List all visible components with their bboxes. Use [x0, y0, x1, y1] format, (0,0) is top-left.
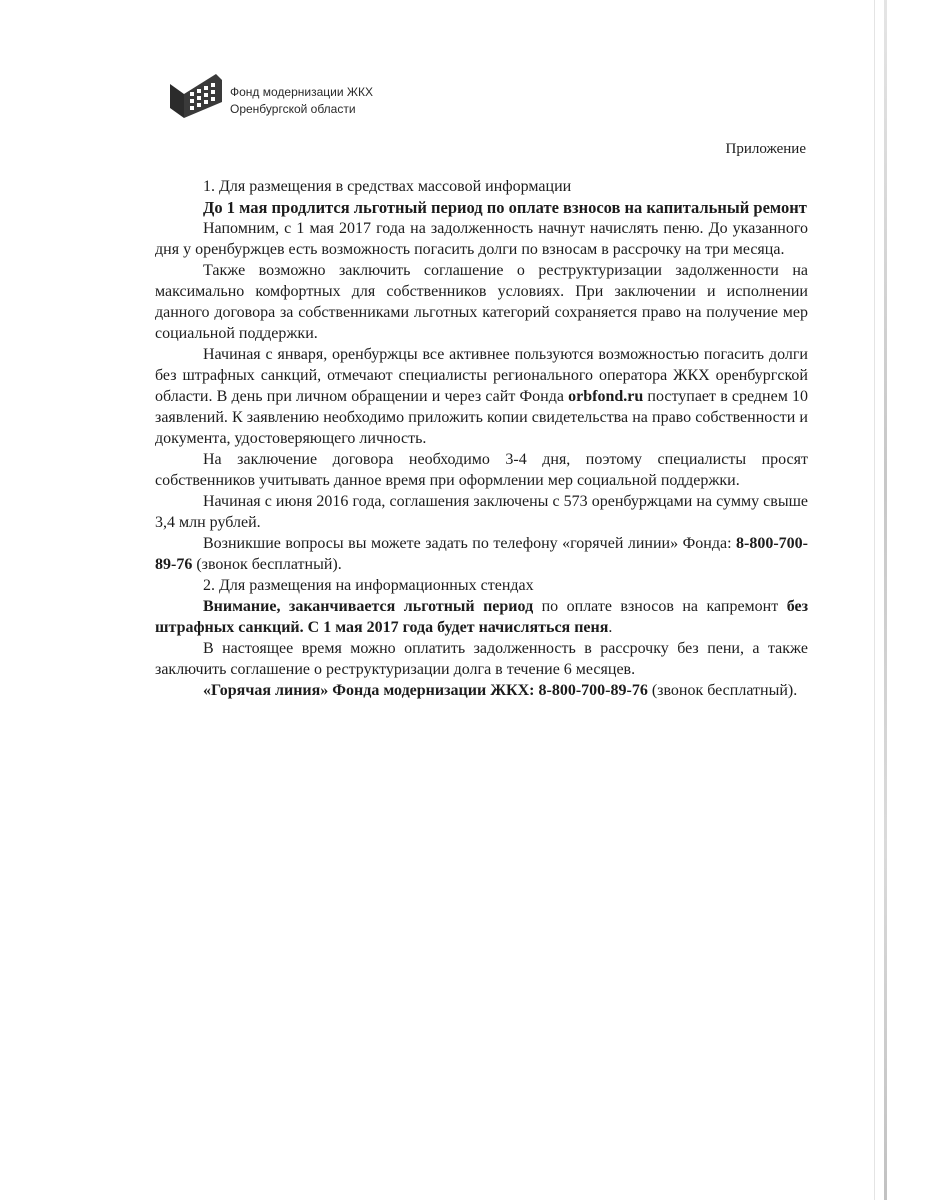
- s2p1-end: .: [608, 619, 613, 636]
- p6-text-after: (звонок бесплатный).: [192, 556, 342, 573]
- s2p1-bold-1: Внимание, заканчивается льготный период: [203, 598, 534, 615]
- scan-edge-line: [874, 0, 875, 1200]
- section1-paragraph-6: [155, 533, 808, 575]
- section1-paragraph-5: Начиная с июня 2016 года, соглашения заключены с 573 оренбуржцами на сумму свыше 3,4 млн рублей.: [155, 493, 808, 531]
- hotline-phone: 8-800-700-89-76: [155, 535, 808, 573]
- logo-title-line1: Фонд модернизации ЖКХ: [230, 85, 373, 99]
- fund-building-check-icon: [168, 72, 224, 124]
- p3-text-before: Начиная с января, оренбуржцы все активнее пользуются возможностью погасить долги без штрафных санкций, отмечают специалисты регионального оператора ЖКХ оренбургской области. В день при личном обращении и через сайт Фонда: [155, 346, 808, 405]
- website-link: orbfond.ru: [568, 388, 644, 405]
- section1-title: 1. Для размещения в средствах массовой информации: [203, 178, 572, 195]
- section1-paragraph-2: Также возможно заключить соглашение о реструктуризации задолженности на максимально комфортных для собственников условиях. При заключении и исполнении данного договора за собственниками льготных категорий сохраняется право на получение мер социальной поддержки.: [155, 262, 808, 342]
- section1-paragraph-3: [155, 344, 808, 449]
- fund-logo: [168, 72, 408, 124]
- p3-text-after: поступает в среднем 10 заявлений. К заявлению необходимо приложить копии свидетельства на право собственности и документа, удостоверяющего личность.: [155, 388, 809, 447]
- scan-edge-shadow: [884, 0, 887, 1200]
- section2-paragraph-1: [155, 596, 808, 638]
- section2-paragraph-2: В настоящее время можно оплатить задолженность в рассрочку без пени, а также заключить соглашение о реструктуризации долга в течение 6 месяцев.: [155, 640, 808, 678]
- s2p1-mid: по оплате взносов на капремонт: [533, 598, 787, 615]
- s2p1-bold-2: без штрафных санкций. С 1 мая 2017 года будет начисляться пеня: [155, 598, 809, 636]
- section1-paragraph-1: Напомним, с 1 мая 2017 года на задолженность начнут начислять пеню. До указанного дня у оренбуржцев есть возможность погасить долги по взносам в рассрочку на три месяца.: [155, 220, 808, 258]
- section1-paragraph-4: На заключение договора необходимо 3-4 дня, поэтому специалисты просят собственников учитывать данное время при оформлении мер социальной поддержки.: [155, 451, 808, 489]
- logo-title-line2: Оренбургской области: [230, 102, 356, 116]
- p6-text-before: Возникшие вопросы вы можете задать по телефону «горячей линии» Фонда:: [203, 535, 737, 552]
- s2p3-bold: «Горячая линия» Фонда модернизации ЖКХ: 8-800-700-89-76: [203, 682, 648, 699]
- section1-headline: До 1 мая продлится льготный период по оплате взносов на капитальный ремонт: [203, 198, 807, 217]
- section2-title: 2. Для размещения на информационных стендах: [203, 577, 534, 594]
- appendix-label: Приложение: [725, 141, 806, 157]
- document-body: [155, 176, 808, 701]
- s2p3-after: (звонок бесплатный).: [647, 682, 798, 699]
- section2-paragraph-3: [155, 680, 808, 701]
